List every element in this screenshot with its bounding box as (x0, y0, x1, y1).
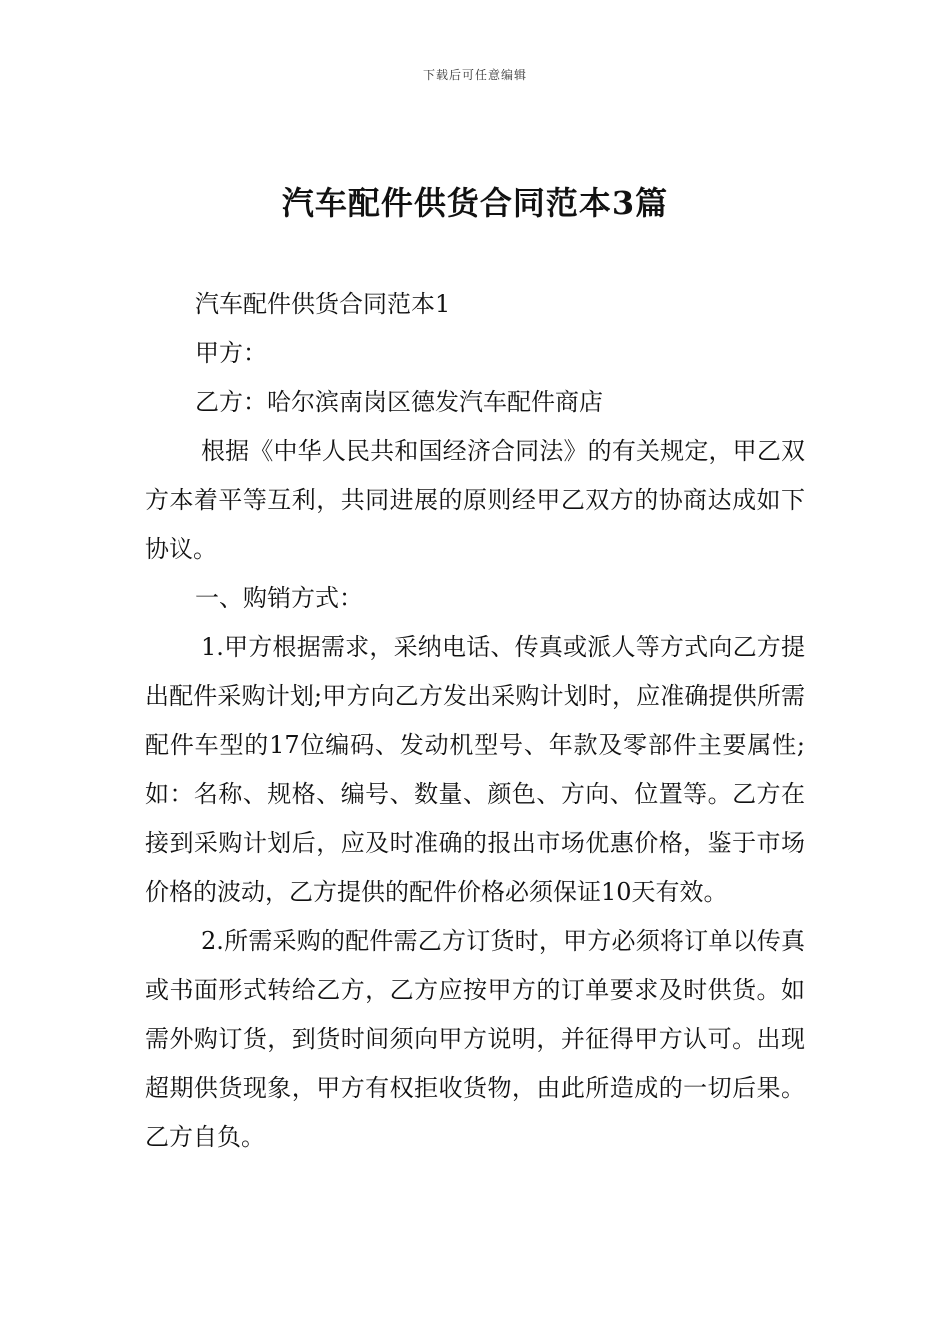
document-body (145, 280, 805, 1162)
section-heading-contract-1: 汽车配件供货合同范本1 (195, 290, 451, 318)
section-heading-purchase-method: 一、购销方式： (195, 584, 363, 612)
page-header-note: 下载后可任意编辑 (422, 68, 527, 82)
clause-2-paragraph: 2.所需采购的配件需乙方订货时，甲方必须将订单以传真或书面形式转给乙方，乙方应按甲方的订单要求及时供货。如需外购订货，到货时间须向甲方说明，并征得甲方认可。出现超期供货现象，甲方有权拒收货物，由此所造成的一切后果。乙方自负。 (145, 927, 805, 1151)
preamble-paragraph: 根据《中华人民共和国经济合同法》的有关规定，甲乙双方本着平等互利，共同进展的原则经甲乙双方的协商达成如下协议。 (145, 437, 805, 563)
party-b-line: 乙方：哈尔滨南岗区德发汽车配件商店 (195, 388, 603, 416)
party-a-line: 甲方： (195, 339, 267, 367)
clause-1-paragraph: 1.甲方根据需求，采纳电话、传真或派人等方式向乙方提出配件采购计划;甲方向乙方发出采购计划时，应准确提供所需配件车型的17位编码、发动机型号、年款及零部件主要属性;如：名称、规格、编号、数量、颜色、方向、位置等。乙方在接到采购计划后，应及时准确的报出市场优惠价格，鉴于市场价格的波动，乙方提供的配件价格必须保证10天有效。 (145, 633, 805, 906)
document-title: 汽车配件供货合同范本3篇 (281, 184, 669, 222)
